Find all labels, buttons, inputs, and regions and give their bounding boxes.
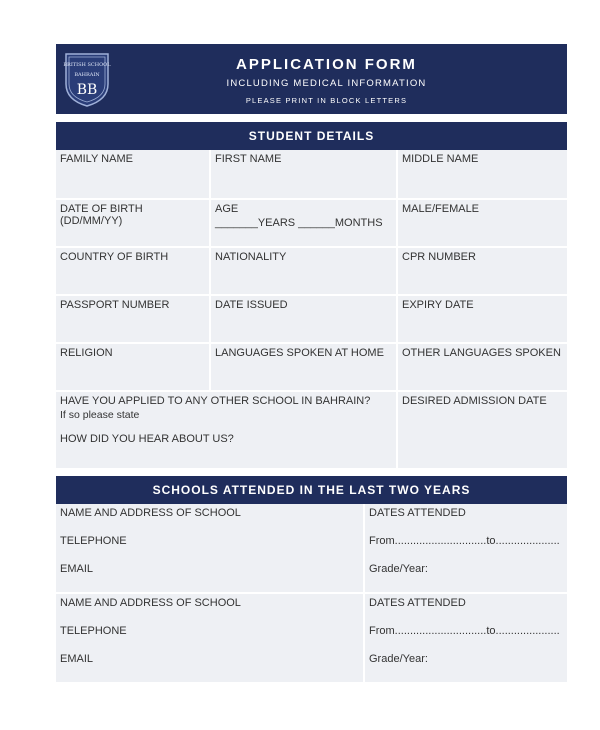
school-email-label: EMAIL [60, 653, 94, 665]
svg-text:BRITISH SCHOOL: BRITISH SCHOOL [63, 62, 111, 68]
cpr-number-field[interactable] [398, 248, 567, 294]
school-entry [56, 594, 567, 682]
age-blanks: _______YEARS ______MONTHS [215, 217, 383, 229]
other-school-sub: If so please state [60, 409, 140, 421]
from-to-label: From..............................to..................... [369, 625, 560, 637]
schools-grid [56, 504, 567, 682]
date-issued-label: DATE ISSUED [215, 299, 288, 311]
age-field[interactable] [211, 200, 396, 246]
school-entry [56, 504, 567, 592]
nationality-field[interactable] [211, 248, 396, 294]
religion-field[interactable] [56, 344, 209, 390]
school-email-label: EMAIL [60, 563, 94, 575]
languages-home-label: LANGUAGES SPOKEN AT HOME [215, 347, 384, 359]
family-name-field[interactable] [56, 150, 209, 198]
middle-name-field[interactable] [398, 150, 567, 198]
date-issued-field[interactable] [211, 296, 396, 342]
table-row [56, 296, 567, 342]
dates-attended-label: DATES ATTENDED [369, 507, 466, 519]
family-name-label: FAMILY NAME [60, 153, 133, 165]
first-name-label: FIRST NAME [215, 153, 282, 165]
table-row [56, 200, 567, 246]
table-row [56, 248, 567, 294]
student-details-grid [56, 150, 567, 468]
school-name-address-label: NAME AND ADDRESS OF SCHOOL [60, 507, 241, 519]
dates-attended-label: DATES ATTENDED [369, 597, 466, 609]
school-name-address-label: NAME AND ADDRESS OF SCHOOL [60, 597, 241, 609]
admission-date-label: DESIRED ADMISSION DATE [402, 395, 547, 407]
other-school-field[interactable] [56, 392, 396, 468]
passport-number-field[interactable] [56, 296, 209, 342]
school-telephone-label: TELEPHONE [60, 535, 127, 547]
dates-attended-field[interactable] [365, 594, 567, 682]
expiry-date-field[interactable] [398, 296, 567, 342]
table-row [56, 150, 567, 198]
form-subtitle: INCLUDING MEDICAL INFORMATION [226, 78, 427, 89]
svg-text:BB: BB [76, 82, 98, 98]
gender-field[interactable] [398, 200, 567, 246]
expiry-date-label: EXPIRY DATE [402, 299, 474, 311]
other-languages-label: OTHER LANGUAGES SPOKEN [402, 347, 561, 359]
section-student-details: STUDENT DETAILS [56, 122, 567, 150]
other-languages-field[interactable] [398, 344, 567, 390]
age-label: AGE [215, 203, 239, 215]
country-of-birth-field[interactable] [56, 248, 209, 294]
form-instruction: PLEASE PRINT IN BLOCK LETTERS [245, 96, 408, 105]
dates-attended-field[interactable] [365, 504, 567, 592]
school-details-field[interactable] [56, 504, 363, 592]
other-school-question: HAVE YOU APPLIED TO ANY OTHER SCHOOL IN BAHRAIN? [60, 395, 371, 407]
grade-year-label: Grade/Year: [369, 653, 428, 665]
languages-home-field[interactable] [211, 344, 396, 390]
school-details-field[interactable] [56, 594, 363, 682]
table-row [56, 392, 567, 468]
dob-field[interactable] [56, 200, 209, 246]
grade-year-label: Grade/Year: [369, 563, 428, 575]
gender-label: MALE/FEMALE [402, 203, 480, 215]
table-row [56, 344, 567, 390]
from-to-label: From..............................to..................... [369, 535, 560, 547]
form-title: APPLICATION FORM [236, 56, 417, 73]
cpr-number-label: CPR NUMBER [402, 251, 476, 263]
religion-label: RELIGION [60, 347, 113, 359]
nationality-label: NATIONALITY [215, 251, 287, 263]
school-telephone-label: TELEPHONE [60, 625, 127, 637]
hear-about-us-label: HOW DID YOU HEAR ABOUT US? [60, 433, 234, 445]
passport-number-label: PASSPORT NUMBER [60, 299, 170, 311]
dob-label: DATE OF BIRTH (DD/MM/YY) [60, 203, 143, 227]
svg-text:BAHRAIN: BAHRAIN [74, 72, 100, 78]
section-schools-attended: SCHOOLS ATTENDED IN THE LAST TWO YEARS [56, 476, 567, 504]
country-of-birth-label: COUNTRY OF BIRTH [60, 251, 169, 263]
admission-date-field[interactable] [398, 392, 567, 468]
middle-name-label: MIDDLE NAME [402, 153, 479, 165]
first-name-field[interactable] [211, 150, 396, 198]
form-header [56, 44, 567, 114]
